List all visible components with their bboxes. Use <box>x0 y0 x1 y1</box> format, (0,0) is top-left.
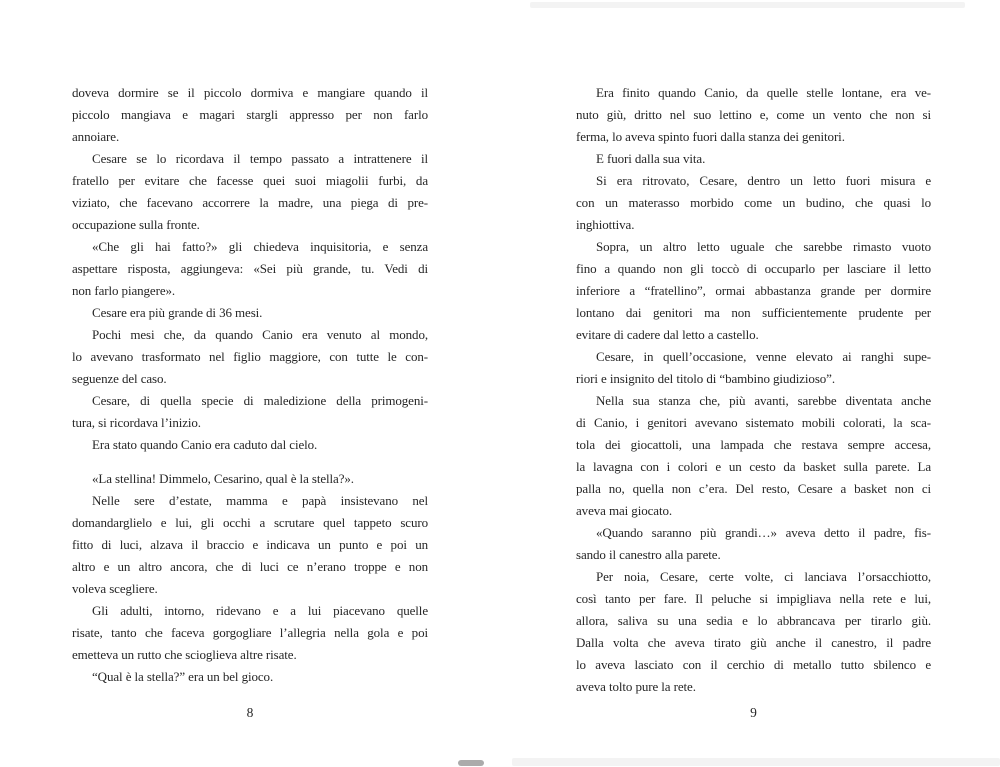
right-page-text <box>576 82 931 698</box>
paragraph <box>576 170 931 236</box>
text-line: annoiare. <box>72 129 120 144</box>
text-line: fratello per evitare che facesse quei suoi miagolii furbi, da <box>72 173 428 188</box>
paragraph <box>72 666 428 688</box>
text-line: lo aveva lasciato con il cerchio di metallo tutto sbilenco e <box>576 657 931 672</box>
text-line: sando il canestro alla parete. <box>576 547 721 562</box>
text-line: tura, si ricordava l’inizio. <box>72 415 201 430</box>
text-line: Dalla volta che aveva tirato giù anche il canestro, il padre <box>576 635 931 650</box>
progress-drag-handle[interactable] <box>458 760 484 766</box>
text-line: domandarglielo e lui, gli occhi a scrutare quel tappeto scuro <box>72 515 428 530</box>
paragraph <box>72 600 428 666</box>
text-line: palla no, quella non c’era. Del resto, Cesare a basket non ci <box>576 481 931 496</box>
page-number-right: 9 <box>750 705 757 720</box>
paragraph <box>576 82 931 148</box>
text-line: «Quando saranno più grandi…» aveva detto il padre, fis- <box>596 525 931 540</box>
paragraph <box>72 490 428 600</box>
text-line: “Qual è la stella?” era un bel gioco. <box>92 669 274 684</box>
text-line: Si era ritrovato, Cesare, dentro un letto fuori misura e <box>596 173 931 188</box>
text-line: ferma, lo aveva spinto fuori dalla stanza dei genitori. <box>576 129 845 144</box>
text-line: inferiore a “fratellino”, ormai abbastanza grande per dormire <box>576 283 931 298</box>
text-line: aspettare risposta, aggiungeva: «Sei più grande, tu. Vedi di <box>72 261 428 276</box>
text-line: E fuori dalla sua vita. <box>596 151 706 166</box>
text-line: emetteva un rutto che scioglieva altre risate. <box>72 647 297 662</box>
paragraph <box>576 236 931 346</box>
text-line: tola dei giocattoli, una lampada che restava sempre accesa, <box>576 437 931 452</box>
text-line: «La stellina! Dimmelo, Cesarino, qual è la stella?». <box>92 471 354 486</box>
paragraph <box>72 148 428 236</box>
text-line: Era finito quando Canio, da quelle stelle lontane, era ve- <box>596 85 931 100</box>
paragraph <box>72 236 428 302</box>
text-line: nuto giù, dritto nel suo lettino e, come un vento che non si <box>576 107 931 122</box>
text-line: Era stato quando Canio era caduto dal cielo. <box>92 437 318 452</box>
paragraph <box>576 148 931 170</box>
page-stack-edge-bottom <box>512 758 1000 766</box>
paragraph <box>72 468 428 490</box>
text-line: Nella sua stanza che, più avanti, sarebbe diventata anche <box>596 393 931 408</box>
text-line: lontano dai genitori ma non sufficientemente prudente per <box>576 305 931 320</box>
text-line: fitto di luci, alzava il braccio e indicava un punto e poi un <box>72 537 428 552</box>
text-line: la lavagna con i colori e un cesto da basket sulla parete. La <box>576 459 931 474</box>
text-line: Pochi mesi che, da quando Canio era venuto al mondo, <box>92 327 428 342</box>
text-line: Cesare, in quell’occasione, venne elevato ai ranghi supe- <box>596 349 931 364</box>
paragraph <box>576 346 931 390</box>
paragraph <box>72 82 428 148</box>
text-line: allora, saliva su una sedia e lo abbrancava per tirarlo giù. <box>576 613 931 628</box>
page-number-left: 8 <box>246 705 254 720</box>
text-line: Gli adulti, intorno, ridevano e a lui piacevano quelle <box>92 603 428 618</box>
text-line: così tanto per fare. Il peluche si impigliava nella rete e lui, <box>576 591 931 606</box>
text-line: aveva mai giocato. <box>576 503 673 518</box>
text-line: Per noia, Cesare, certe volte, ci lanciava l’orsacchiotto, <box>596 569 931 584</box>
text-line: aveva tolto pure la rete. <box>576 679 696 694</box>
paragraph <box>72 302 428 324</box>
paragraph <box>576 390 931 522</box>
text-line: con un materasso morbido come un budino, che quasi lo <box>576 195 931 210</box>
text-line: lo avevano trasformato nel figlio maggiore, con tutte le con- <box>72 349 428 364</box>
page-stack-edge-top <box>530 2 965 8</box>
text-line: di Canio, i genitori avevano sistemato mobili colorati, la sca- <box>576 415 931 430</box>
text-line: Cesare se lo ricordava il tempo passato a intrattenere il <box>92 151 428 166</box>
text-line: «Che gli hai fatto?» gli chiedeva inquisitoria, e senza <box>92 239 428 254</box>
text-line: Cesare, di quella specie di maledizione della primogeni- <box>92 393 428 408</box>
text-line: altro e un altro ancora, che di luci ce n’erano troppe e non <box>72 559 428 574</box>
text-line: viziato, che facevano accorrere la madre, una piega di pre- <box>72 195 428 210</box>
left-page-text <box>72 82 428 688</box>
paragraph <box>576 522 931 566</box>
text-line: fino a quando non gli toccò di occuparlo per lasciare il letto <box>576 261 931 276</box>
paragraph <box>72 434 428 456</box>
text-line: Sopra, un altro letto uguale che sarebbe rimasto vuoto <box>596 239 931 254</box>
text-line: seguenze del caso. <box>72 371 167 386</box>
text-line: occupazione sulla fronte. <box>72 217 200 232</box>
paragraph <box>72 324 428 390</box>
left-page <box>72 82 428 742</box>
paragraph <box>576 566 931 698</box>
right-page <box>576 82 931 742</box>
text-line: risate, tanto che faceva gorgogliare l’allegria nella gola e poi <box>72 625 428 640</box>
text-line: Cesare era più grande di 36 mesi. <box>92 305 263 320</box>
text-line: piccolo mangiava e magari stargli appresso per non farlo <box>72 107 428 122</box>
text-line: inghiottiva. <box>576 217 635 232</box>
text-line: voleva scegliere. <box>72 581 158 596</box>
text-line: doveva dormire se il piccolo dormiva e mangiare quando il <box>72 85 428 100</box>
text-line: evitare di cadere dal letto a castello. <box>576 327 759 342</box>
text-line: non farlo piangere». <box>72 283 176 298</box>
text-line: riori e insignito del titolo di “bambino giudizioso”. <box>576 371 835 386</box>
text-line: Nelle sere d’estate, mamma e papà insistevano nel <box>92 493 428 508</box>
paragraph <box>72 390 428 434</box>
